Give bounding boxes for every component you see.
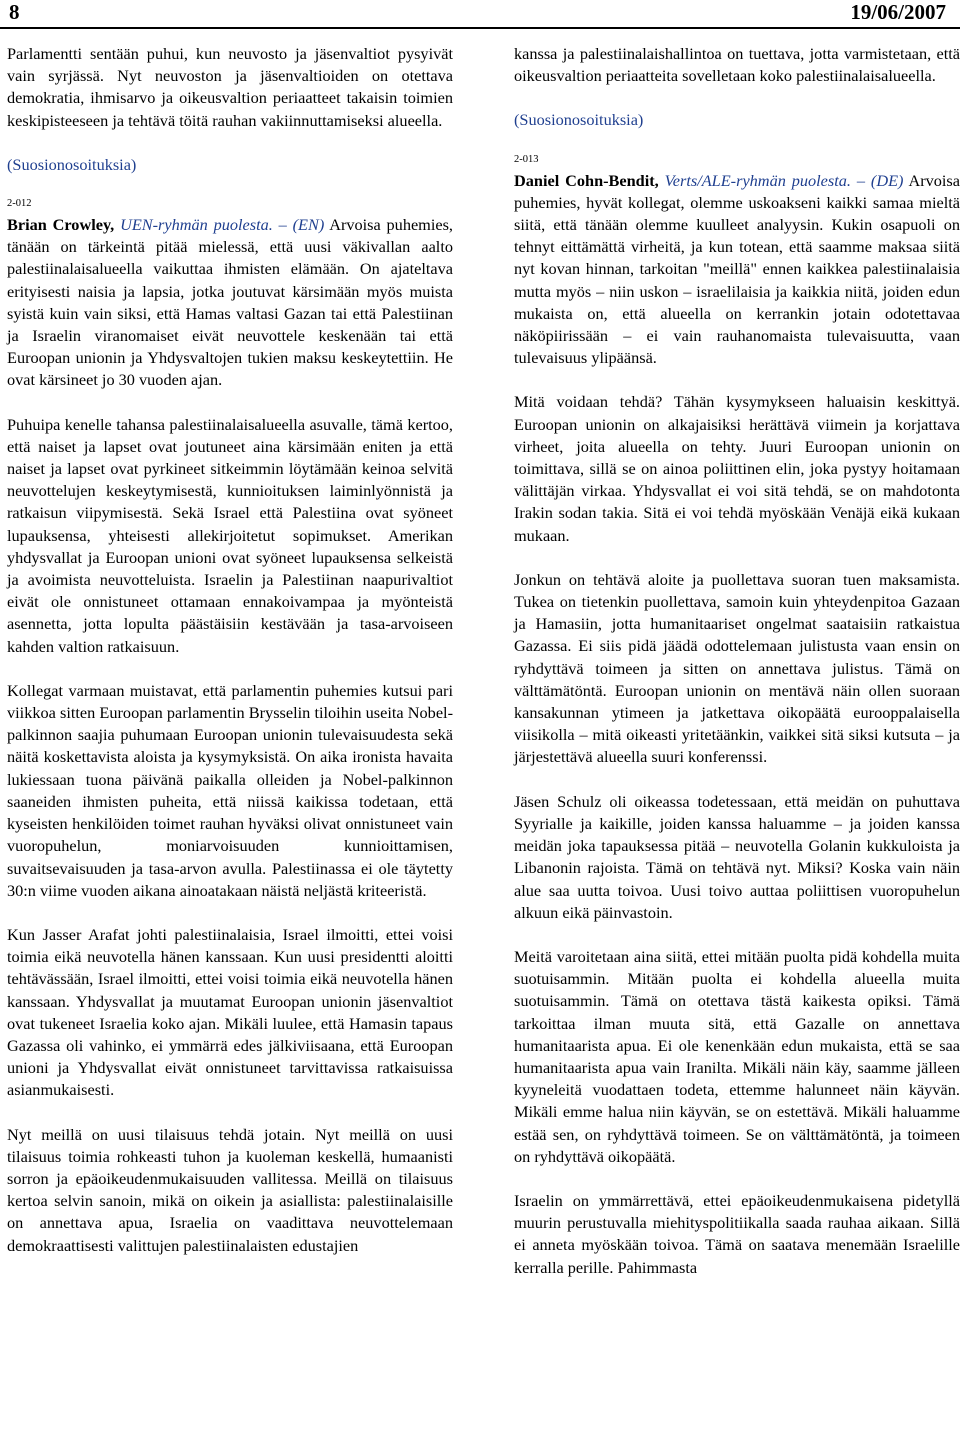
item-number: 2-013 <box>514 153 539 165</box>
speech-paragraph <box>7 214 453 392</box>
paragraph: kanssa ja palestiinalaishallintoa on tuettava, jotta varmistetaan, että oikeusvaltion periaatteita sovelletaan koko palestiinalaisalueella. <box>514 44 960 86</box>
paragraph: Mitä voidaan tehdä? Tähän kysymykseen haluaisin keskittyä. Euroopan unionin on alkajaisiksi herättävä viimein ja korjattava virheet, joita alueella on tehty. Juuri Euroopan unionin on toimittava, sillä se on ainoa poliittinen elin, joka pystyy hoitamaan välittäjän virkaa. Yhdysvallat ei voi sitä tehdä, se on mahdotonta Irakin sodan takia. Sitä ei voi tehdä myöskään Venäjä eikä kukaan mukaan. <box>514 392 960 545</box>
speech-paragraph <box>514 170 960 370</box>
page-header <box>0 0 960 30</box>
item-number: 2-012 <box>7 198 32 210</box>
speech-dash: – <box>856 170 866 190</box>
speech-text: Arvoisa puhemies, hyvät kollegat, olemme uskoakseni kaikki samaa mieltä siitä, että tänään olemme kuulleet analyysin. Kukin osapuoli on tehnyt eittämättä virheitä, ja kun totean, että saamme maksaa siitä nyt kovan hinnan, tarkoitan "meillä" ennen kaikkea palestiinalaisia mutta myös – niin uskon – israelilaisia ja kaikkia niitä, joiden edun mukaista on, että alueella on kerrankin jotain odotettavaa näköpiirissään – ei vain rauhanomaista tulevaisuutta, vaan tulevaisuus ylipäänsä. <box>514 170 960 368</box>
speaker-name: Daniel Cohn-Bendit, <box>514 170 659 190</box>
paragraph: Nyt meillä on uusi tilaisuus tehdä jotain. Nyt meillä on uusi tilaisuus toimia rohkeasti tuhon ja kuoleman keskellä, humaanisti sorron ja epäoikeudenmukaisuuden vallitessa. Meillä on tilaisuus kertoa selvin sanoin, mikä on oikein ja asiallista: palestiinalaisille on annettava apua, Israelia on vaadittava neuvottelemaan demokraattisesti valittujen palestiinalaisten edustajien <box>7 1124 453 1255</box>
applause-note: (Suosionosoituksia) <box>7 154 137 174</box>
right-column <box>514 43 960 1279</box>
speech-text: Arvoisa puhemies, tänään on tärkeintä pitää mielessä, että uusi väkivallan aalto palestiinalaisalueella vaikuttaa ihmisten elämään. On ajateltava erityisesti naisia ja lapsia, jotka joutuvat kärsimään myös muista syistä kuin vain siksi, että Hamas valtasi Gazan tai että Palestiinan ja Israelin viranomaiset eivät neuvottele keskenään tai että Euroopan unionin ja Yhdysvaltojen tukien maksu keskeytettiin. He ovat kärsineet jo 30 vuoden ajan. <box>7 215 454 390</box>
paragraph: Parlamentti sentään puhui, kun neuvosto ja jäsenvaltiot pysyivät vain syrjässä. Nyt neuvoston ja jäsenvaltioiden on otettava demokratia, ihmisarvo ja oikeusvaltion periaatteet takaisin toimien keskipisteeseen ja tehtävä töitä rauhan vakiinnuttamiseksi alueella. <box>7 44 453 130</box>
page-number: 8 <box>9 0 20 24</box>
paragraph: Jäsen Schulz oli oikeassa todetessaan, että meidän on puhuttava Syyrialle ja kaikille, joiden kanssa haluamme – ja joiden kanssa meidän joka tapauksessa pitää – neuvotella Golanin kukkuloista ja Libanonin rajoista. Tämä on tehtävä nyt. Miksi? Koska vain näin alue saa uutta toivoa. Uusi toivo auttaa poliittisen vuoropuhelun alkuun eikä päinvastoin. <box>514 791 960 922</box>
speaker-name: Brian Crowley, <box>7 215 115 235</box>
speaker-group: Verts/ALE-ryhmän puolesta. <box>664 170 851 190</box>
speech-dash: – <box>278 215 287 235</box>
session-date: 19/06/2007 <box>850 0 946 24</box>
speaker-group: UEN-ryhmän puolesta. <box>120 215 273 235</box>
paragraph: Puhuipa kenelle tahansa palestiinalaisalueella asuvalle, tämä kertoo, että naiset ja lapset ovat joutuneet aina kärsimään eniten ja että naiset ja lapset ovat pyrkineet sitkeimmin löytämään keinoa selvitä neuvottelujen keskeytymisestä, kunnioituksen laiminlyönnistä ja ratkaisun viipymisestä. Sekä Israel että Palestiina ovat syöneet lupauksensa, yhteisesti allekirjoitetut sopimukset. Amerikan yhdysvallat ja Euroopan unioni ovat syöneet lupauksensa selkeistä ja avoimista neuvotteluista. Israelin ja Palestiinan naapurivaltiot eivät ole onnistuneet ottamaan ennakoivampaa ja myönteistä asennetta, jotta lopulta päästäisiin kestävään ja tasa-arvoiseen kahden valtion ratkaisuun. <box>7 414 453 656</box>
language-code: (EN) <box>292 215 325 235</box>
left-column <box>7 43 453 1257</box>
language-code: (DE) <box>870 170 904 190</box>
applause-note: (Suosionosoituksia) <box>514 110 644 130</box>
paragraph: Kollegat varmaan muistavat, että parlamentin puhemies kutsui pari viikkoa sitten Euroopan parlamentin Brysselin tiloihin useita Nobel-palkinnon saajia puhumaan Euroopan unionin tulevaisuudesta sekä näitä koskettavista aloista ja kysymyksistä. On aika ironista havaita lukiessaan tuona päivänä paikalla olleiden ja Nobel-palkinnon saaneiden ihmisten puheita, että niissä kaikissa todetaan, että kyseisten henkilöiden toimet rauhan hyväksi olivat onnistuneet vain vuoropuhelun, moniarvoisuuden kunnioittamisen, suvaitsevaisuuden ja tasa-arvon avulla. Palestiinassa ei ole täytetty 30:n viime vuoden aikana ainoatakaan näistä neljästä kriteeristä. <box>7 680 453 900</box>
paragraph: Kun Jasser Arafat johti palestiinalaisia, Israel ilmoitti, ettei voisi toimia eikä neuvotella hänen kanssaan. Kun uusi presidentti aloitti tehtävässään, Israel ilmoitti, ettei voisi toimia eikä neuvotella hänen kanssaan. Yhdysvallat ja muutamat Euroopan unionin jäsenvaltiot ovat tukeneet Israelia koko ajan. Mikäli luulee, että Hamasin tapaus Gazassa oli vahinko, ei ymmärrä edes jälkiviisaana, että Euroopan unioni ja Yhdysvallat eivät onnistuneet tarvittavissa ratkaisuissa asianmukaisesti. <box>7 924 453 1100</box>
header-rule <box>0 27 960 29</box>
paragraph: Meitä varoitetaan aina siitä, ettei mitään puolta pidä kohdella muita suotuisammin. Mitään puolta ei kohdella alueella muita suotuisammin. Tämä on otettava tästä kaikesta opiksi. Tämä tarkoittaa ilman muuta sitä, että Gazalle on annettava humanitaarista apua. Ei ole kenenkään edun mukaista, että se saa humanitaarista apua vain Iranilta. Mikäli näin käy, saamme jälleen kyyneleitä vuodattaen todeta, ettemme halunneet näin käyvän. Mikäli emme halua niin käyvän, se on estettävä. Mikäli haluamme estää sen, on ryhdyttävä toimeen. Se on välttämätöntä, ja toimeen on ryhdyttävä oikopäätä. <box>514 946 960 1166</box>
paragraph: Israelin on ymmärrettävä, ettei epäoikeudenmukaisena pidetyllä muurin perustuvalla miehityspolitiikalla saada rauhaa aikaan. Sillä ei anneta myöskään toivoa. Tämä on saatava menemään Israelille kerralla perille. Pahimmasta <box>514 1190 960 1277</box>
paragraph: Jonkun on tehtävä aloite ja puollettava suoran tuen maksamista. Tukea on tietenkin puollettava, samoin kuin yhteydenpitoa Gazaan ja Hamasiin, jotta humanitaariset ongelmat saataisiin ratkaistua Gazassa. Ei siis pidä jäädä odottelemaan julistusta vaan ensin on ryhdyttävä toimeen ja sitten on annettava julistus. Tämä on välttämätöntä. Euroopan unionin on mentävä näin ollen suoraan kansakunnan ytimeen ja jatkettava oikopäätä eurooppalaisella viisikolla – mitä oikeasti yritetäänkin, vaikkei sitä siksi kutsuta – ja järjestettävä alueella suuri konferenssi. <box>514 569 960 767</box>
